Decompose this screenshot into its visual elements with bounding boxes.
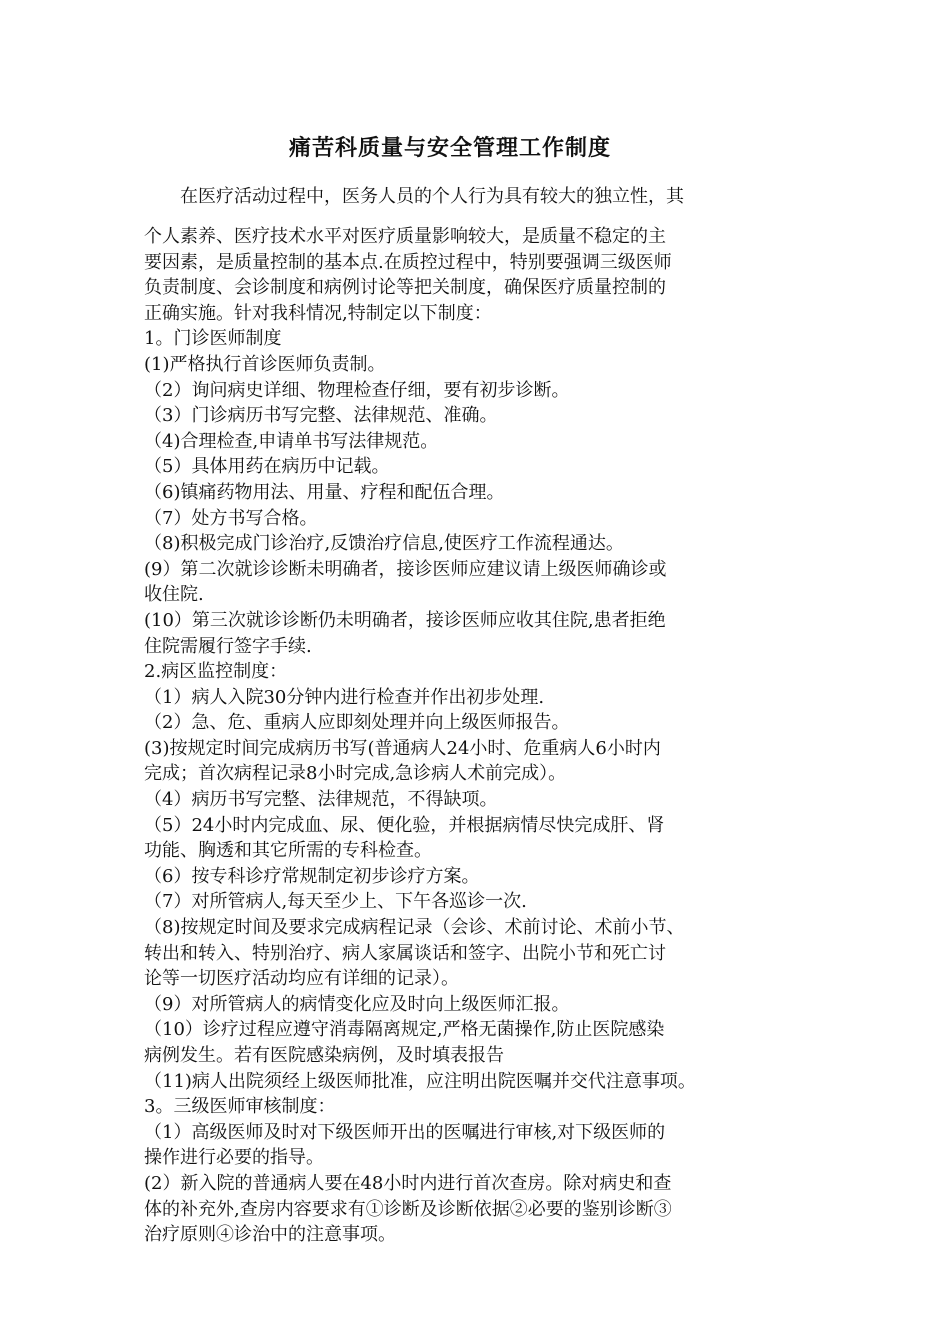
body-line: 负责制度、会诊制度和病例讨论等把关制度，确保医疗质量控制的 xyxy=(144,277,666,299)
body-line: 住院需履行签字手续. xyxy=(144,635,312,657)
body-line: 1。门诊医师制度 xyxy=(144,328,282,350)
body-line: (3)按规定时间完成病历书写(普通病人24小时、危重病人6小时内 xyxy=(144,737,661,759)
body-line: (9）第二次就诊诊断未明确者，接诊医师应建议请上级医师确诊或 xyxy=(144,558,667,580)
document-body xyxy=(144,224,824,1248)
body-line: （3）门诊病历书写完整、法律规范、准确。 xyxy=(144,405,498,427)
body-line: （6)镇痛药物用法、用量、疗程和配伍合理。 xyxy=(144,481,505,503)
body-line: 转出和转入、特别治疗、病人家属谈话和签字、出院小节和死亡讨 xyxy=(144,942,666,964)
body-line: （5）24小时内完成血、尿、便化验，并根据病情尽快完成肝、肾 xyxy=(144,814,665,836)
body-line: 体的补充外,查房内容要求有①诊断及诊断依据②必要的鉴别诊断③ xyxy=(144,1198,672,1220)
body-line: 正确实施。针对我科情况,特制定以下制度： xyxy=(144,302,492,324)
body-line: （4)合理检查,申请单书写法律规范。 xyxy=(144,430,439,452)
body-line: 治疗原则④诊治中的注意事项。 xyxy=(144,1224,396,1246)
body-line: （1）病人入院30分钟内进行检查并作出初步处理. xyxy=(144,686,545,708)
body-line: 论等一切医疗活动均应有详细的记录）。 xyxy=(144,968,459,990)
body-line: （9）对所管病人的病情变化应及时向上级医师汇报。 xyxy=(144,993,570,1015)
intro-first-line: 在医疗活动过程中，医务人员的个人行为具有较大的独立性，其 xyxy=(180,186,684,207)
body-line: (10）第三次就诊诊断仍未明确者，接诊医师应收其住院,患者拒绝 xyxy=(144,609,666,631)
body-line: （2）询问病史详细、物理检查仔细，要有初步诊断。 xyxy=(144,379,570,401)
body-line: 功能、胸透和其它所需的专科检查。 xyxy=(144,840,432,862)
body-line: 完成；首次病程记录8小时完成,急诊病人术前完成）。 xyxy=(144,763,567,785)
body-line: （8)按规定时间及要求完成病程记录（会诊、术前讨论、术前小节、 xyxy=(144,917,685,939)
document-title: 痛苦科质量与安全管理工作制度 xyxy=(288,135,611,161)
body-line: （1）高级医师及时对下级医师开出的医嘱进行审核,对下级医师的 xyxy=(144,1121,666,1143)
body-line: （6）按专科诊疗常规制定初步诊疗方案。 xyxy=(144,865,480,887)
body-line: （11)病人出院须经上级医师批准，应注明出院医嘱并交代注意事项。 xyxy=(144,1070,696,1092)
body-line: （10）诊疗过程应遵守消毒隔离规定,严格无菌操作,防止医院感染 xyxy=(144,1019,665,1041)
body-line: 2.病区监控制度： xyxy=(144,661,288,683)
body-line: 操作进行必要的指导。 xyxy=(144,1147,324,1169)
body-line: （7）处方书写合格。 xyxy=(144,507,318,529)
body-line: （2）急、危、重病人应即刻处理并向上级医师报告。 xyxy=(144,712,570,734)
body-line: 病例发生。若有医院感染病例，及时填表报告 xyxy=(144,1045,504,1066)
body-line: 个人素养、医疗技术水平对医疗质量影响较大，是质量不稳定的主 xyxy=(144,226,666,247)
body-line: 3。三级医师审核制度： xyxy=(144,1096,336,1118)
body-line: (2）新入院的普通病人要在48小时内进行首次查房。除对病史和查 xyxy=(144,1172,672,1194)
body-line: 收住院. xyxy=(144,584,204,606)
body-line: （7）对所管病人,每天至少上、下午各巡诊一次. xyxy=(144,891,527,913)
body-line: (1)严格执行首诊医师负责制。 xyxy=(144,353,386,375)
body-line: （5）具体用药在病历中记载。 xyxy=(144,456,390,478)
body-line: （8)积极完成门诊治疗,反馈治疗信息,使医疗工作流程通达。 xyxy=(144,533,624,555)
body-line: （4）病历书写完整、法律规范，不得缺项。 xyxy=(144,789,498,811)
body-line: 要因素，是质量控制的基本点.在质控过程中，特别要强调三级医师 xyxy=(144,251,672,273)
